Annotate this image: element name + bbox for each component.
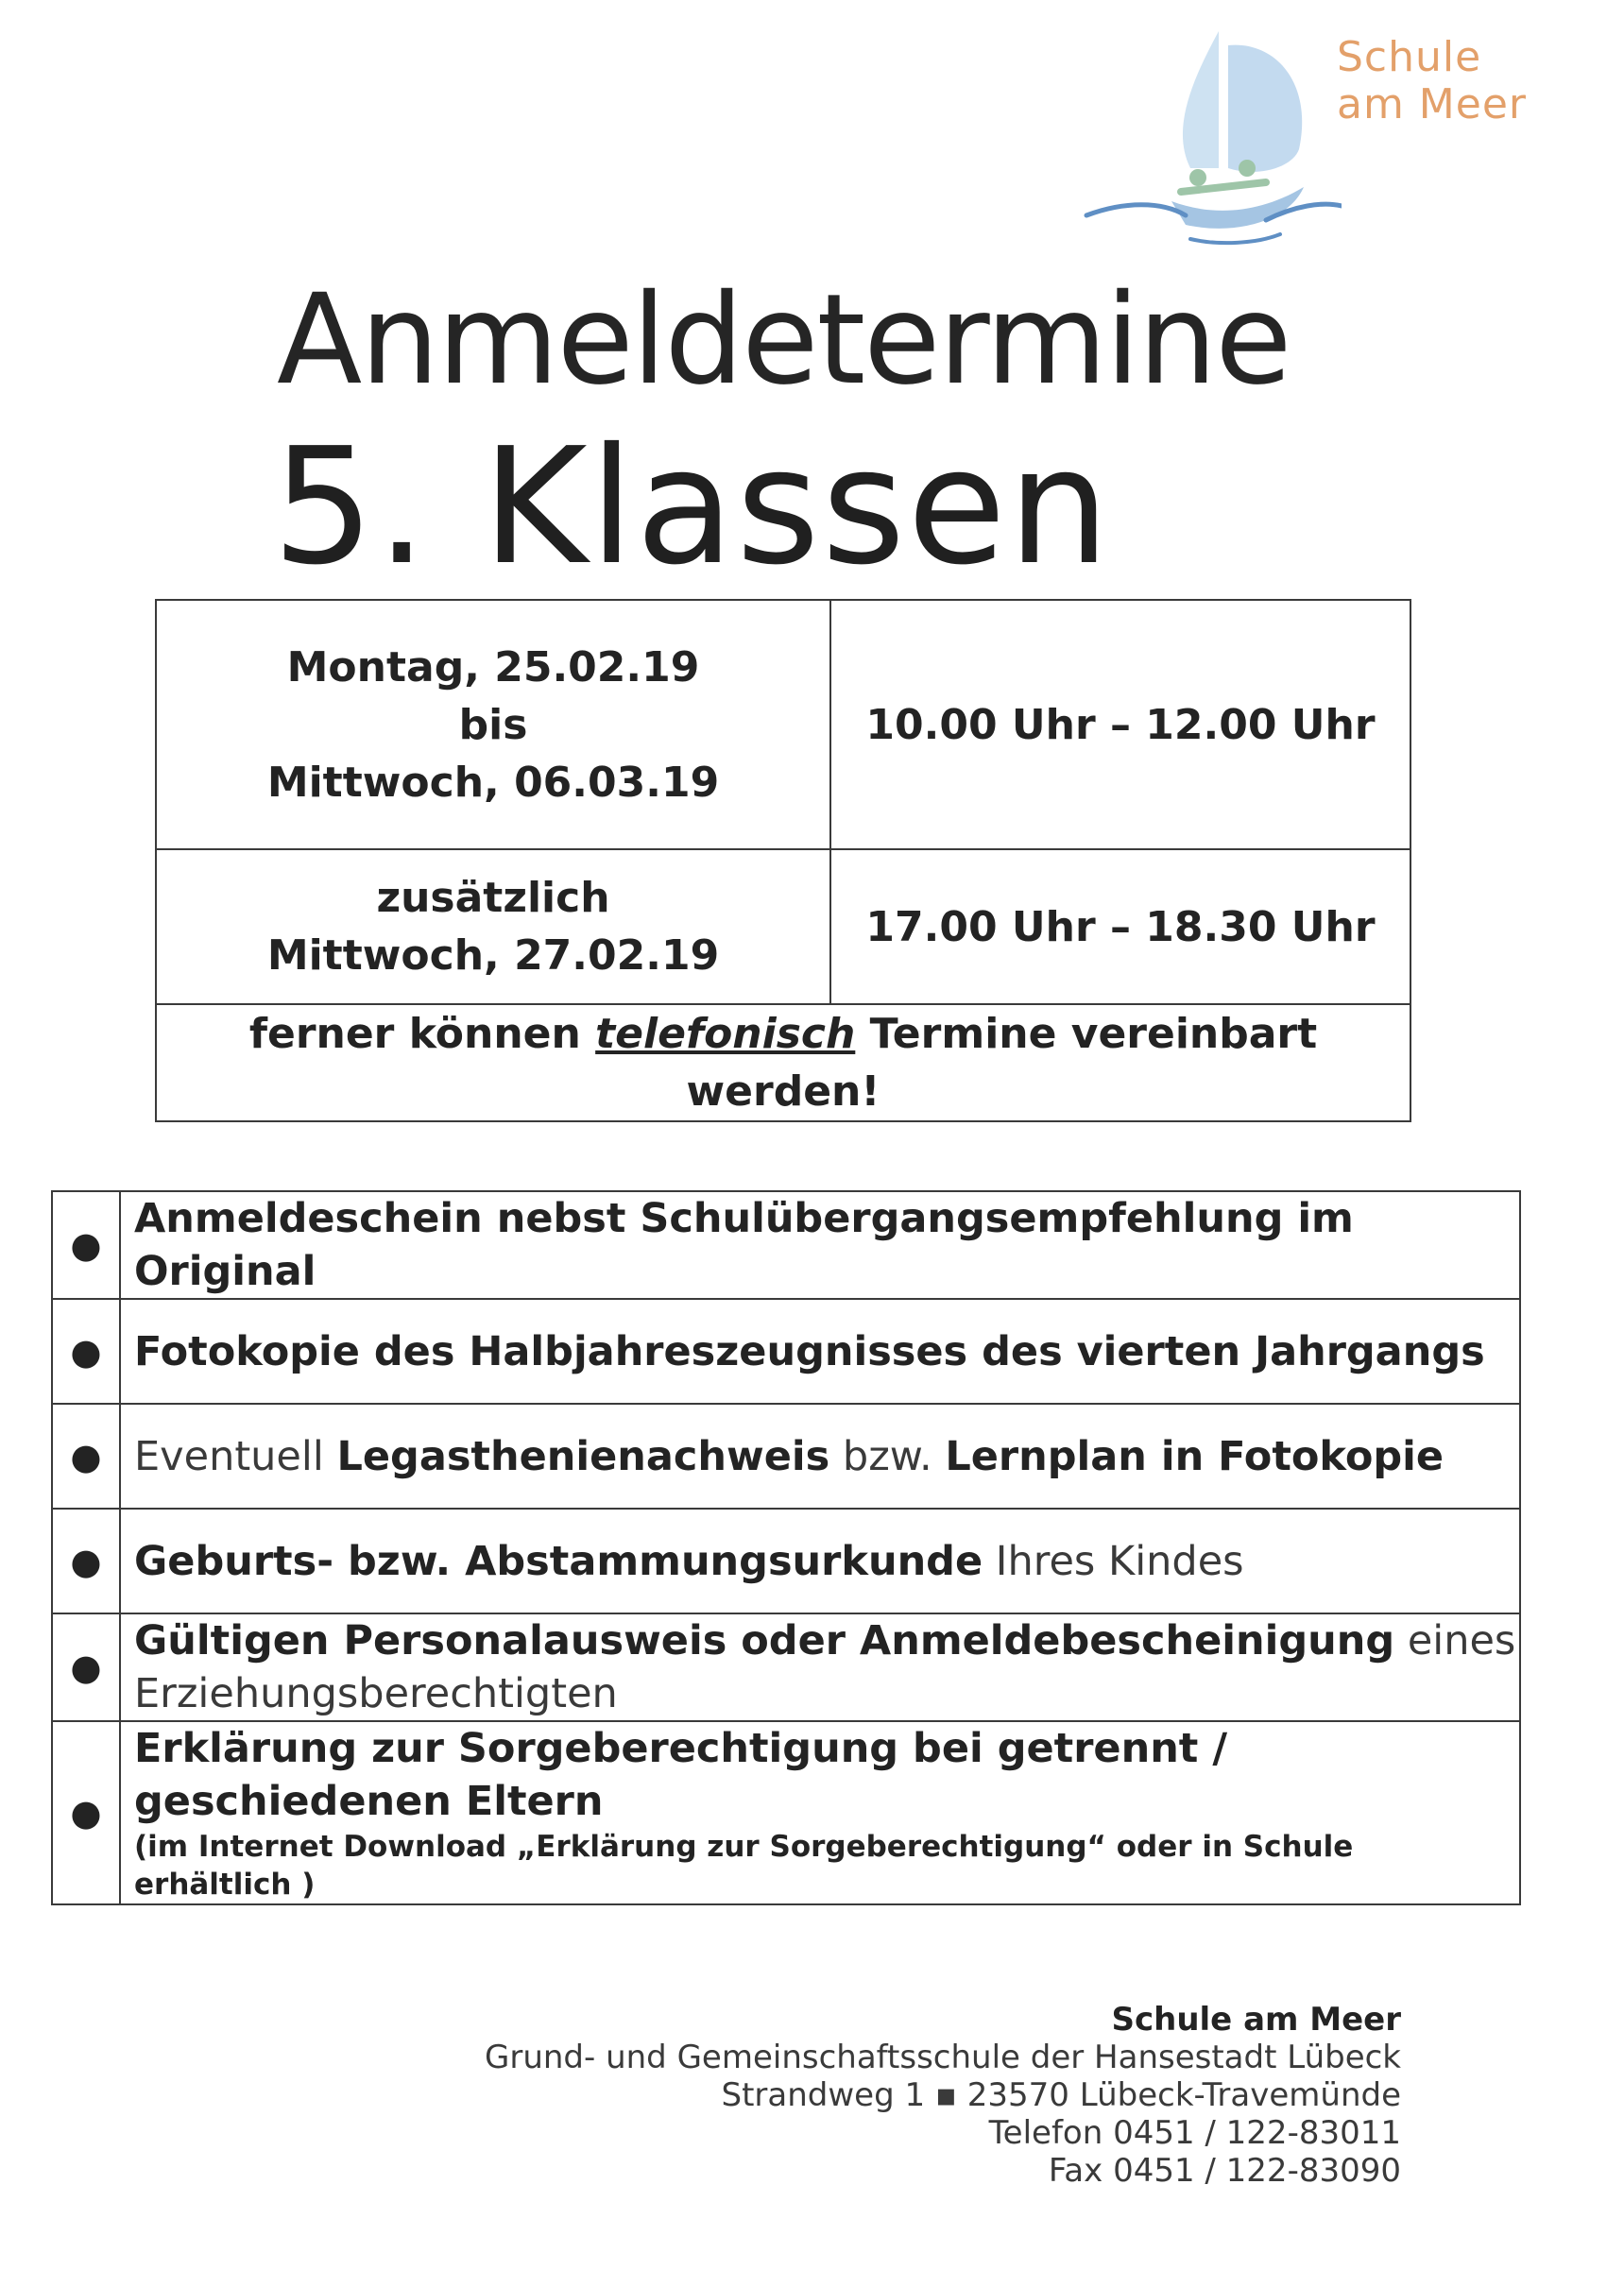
bullet-icon: ●: [52, 1299, 120, 1404]
phone-appointment-note: [156, 1004, 1410, 1121]
school-logo: [1077, 26, 1568, 263]
requirement-bold: Geburts- bzw. Abstammungsurkunde: [134, 1537, 983, 1585]
requirement-bold: Fotokopie des Halbjahreszeugnisses des vierten Jahrgangs: [134, 1327, 1485, 1375]
logo-wordmark: [1337, 34, 1527, 128]
bullet-icon: ●: [52, 1191, 120, 1299]
school-subtitle: Grund- und Gemeinschaftsschule der Hansestadt Lübeck: [485, 2039, 1401, 2076]
school-street: Strandweg 1 ▪ 23570 Lübeck-Travemünde: [721, 2076, 1401, 2114]
page-subtitle: 5. Klassen: [272, 414, 1112, 601]
bullet-icon: ●: [52, 1404, 120, 1509]
requirement-normal: Eventuell: [134, 1432, 337, 1480]
logo-line-2: am Meer: [1337, 80, 1528, 128]
schedule-table: [155, 599, 1411, 1122]
bullet-icon: ●: [52, 1721, 120, 1904]
sailboat-logo-icon: [1077, 26, 1342, 253]
date-line: Montag, 25.02.19: [286, 642, 700, 691]
requirement-bold: Erklärung zur Sorgeberechtigung bei getrennt / geschiedenen Eltern: [134, 1725, 1228, 1825]
time-cell: 17.00 Uhr – 18.30 Uhr: [830, 849, 1410, 1004]
note-emphasis: telefonisch: [595, 1010, 856, 1058]
requirement-bold: Anmeldeschein nebst Schulübergangsempfehlung im Original: [134, 1195, 1354, 1295]
school-fax: Fax 0451 / 122-83090: [1048, 2152, 1401, 2190]
bullet-icon: ●: [52, 1509, 120, 1613]
requirement-hint: (im Internet Download „Erklärung zur Sorgeberechtigung“ oder in Schule erhältlich ): [134, 1830, 1354, 1902]
date-cell: [156, 849, 830, 1004]
requirement-text: [120, 1509, 1520, 1613]
time-cell: 10.00 Uhr – 12.00 Uhr: [830, 600, 1410, 849]
date-line: zusätzlich: [376, 874, 610, 922]
requirement-bold: Lernplan in Fotokopie: [945, 1432, 1445, 1480]
logo-line-1: Schule: [1337, 33, 1482, 81]
requirement-row: [52, 1613, 1520, 1721]
date-cell: [156, 600, 830, 849]
date-line: Mittwoch, 27.02.19: [266, 931, 720, 980]
requirement-row: [52, 1299, 1520, 1404]
page-title: Anmeldetermine: [277, 267, 1291, 413]
schedule-row: [156, 849, 1410, 1004]
requirement-normal: Ihres Kindes: [983, 1537, 1244, 1585]
requirement-normal: bzw.: [829, 1432, 946, 1480]
requirement-row: [52, 1509, 1520, 1613]
bullet-icon: ●: [52, 1613, 120, 1721]
requirement-bold: Gültigen Personalausweis oder Anmeldebescheinigung: [134, 1617, 1395, 1664]
requirement-text: [120, 1613, 1520, 1721]
requirement-text: [120, 1404, 1520, 1509]
requirements-table: [51, 1190, 1521, 1905]
requirement-text: [120, 1721, 1520, 1904]
requirement-row: [52, 1404, 1520, 1509]
requirement-text: [120, 1299, 1520, 1404]
school-address: [485, 2001, 1401, 2190]
requirement-text: [120, 1191, 1520, 1299]
requirement-row: [52, 1721, 1520, 1904]
school-name: Schule am Meer: [1111, 2001, 1401, 2039]
note-text: ferner können: [248, 1010, 596, 1058]
date-line: Mittwoch, 06.03.19: [266, 758, 720, 807]
schedule-row: [156, 600, 1410, 849]
requirement-bold: Legasthenienachweis: [336, 1432, 830, 1480]
school-phone: Telefon 0451 / 122-83011: [988, 2114, 1401, 2152]
requirement-normal: eines Erziehungsberechtigten: [134, 1617, 1516, 1717]
schedule-note-row: [156, 1004, 1410, 1121]
date-line: bis: [458, 700, 528, 749]
note-text: Termine vereinbart werden!: [686, 1010, 1318, 1116]
requirement-row: [52, 1191, 1520, 1299]
